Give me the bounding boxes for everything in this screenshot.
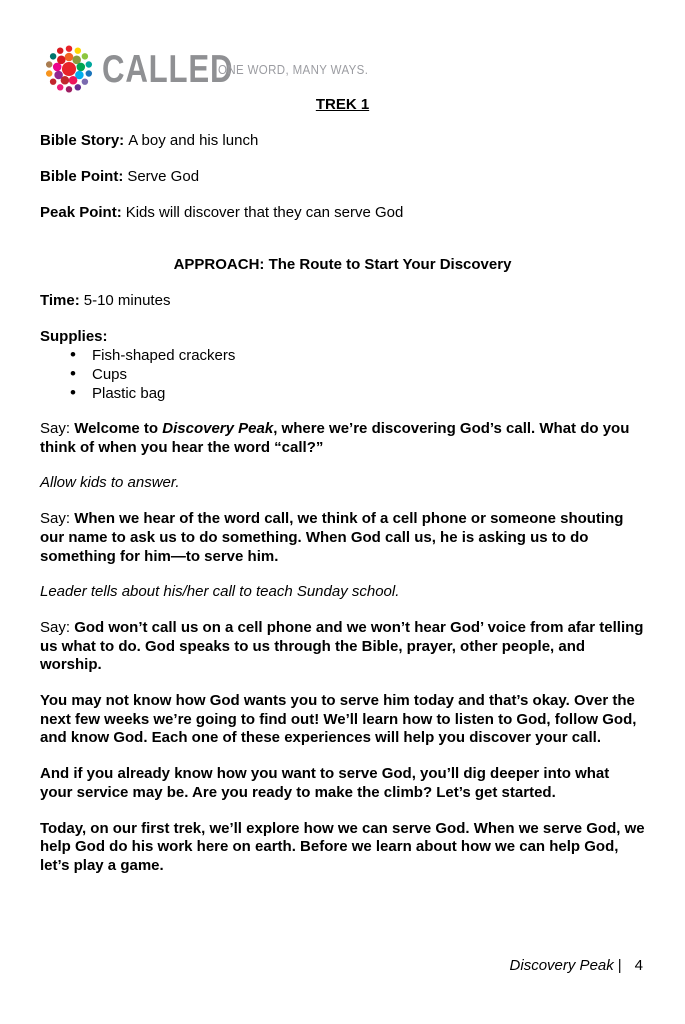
bible-story-value: A boy and his lunch (128, 132, 259, 149)
supply-item: • Fish-shaped crackers (70, 346, 645, 365)
leader-direction-paragraph (40, 474, 645, 493)
say-god-speaks-paragraph (40, 619, 645, 675)
leader-direction-paragraph (40, 583, 645, 602)
text-run: Leader tells about his/her call to teach Sunday school. (40, 583, 400, 601)
supplies-label: Supplies: (40, 327, 108, 345)
text-run: Say: (40, 420, 75, 437)
logo-tagline: ONE WORD, MANY WAYS. (218, 63, 369, 77)
text-run: When we hear of the word call, we think of a cell phone or someone shouting our name to ask us to do something. When God call us, he is asking us to do something for him—to serve him. (40, 510, 624, 565)
bible-point-line (40, 168, 645, 187)
bible-story-line (40, 132, 645, 151)
page-title: TREK 1 (315, 96, 370, 113)
supplies-list (40, 346, 645, 403)
dig-deeper-paragraph (40, 765, 645, 802)
text-run: You may not know how God wants you to serve him today and that’s okay. Over the next few weeks we’re going to find out! We’ll learn how to listen to God, follow God, and know God. Each one of these experiences will help you discover your call. (40, 692, 637, 747)
bible-point-label: Bible Point: (40, 168, 124, 185)
text-run: Say: (40, 510, 75, 528)
text-run: Discovery Peak (162, 420, 274, 437)
text-run: Say: (40, 618, 75, 636)
you-may-not-know-paragraph (40, 692, 645, 748)
text-run: Welcome to (74, 420, 163, 437)
say-cell-phone-paragraph (40, 510, 645, 566)
time-value: 5-10 minutes (83, 291, 171, 309)
text-run: Today, on our first trek, we’ll explore how we can serve God. When we serve God, we help God do his work here on earth. Before we learn about how we can help God, let’s play a game. (40, 819, 645, 874)
say-welcome-paragraph (40, 420, 645, 457)
bible-story-label: Bible Story: (40, 132, 125, 149)
page-footer (510, 957, 643, 975)
footer-separator: | (617, 957, 622, 974)
time-label: Time: (40, 291, 80, 309)
footer-page-number: 4 (634, 957, 643, 974)
time-line (40, 292, 645, 311)
text-run: Allow kids to answer. (40, 474, 180, 492)
supply-item: • Cups (70, 365, 645, 384)
text-run: And if you already know how you want to serve God, you’ll dig deeper into what your service may be. Are you ready to make the climb? Let’s get started. (40, 765, 610, 801)
footer-document-title: Discovery Peak (509, 957, 614, 974)
today-first-trek-paragraph (40, 820, 645, 876)
text-run: , where we’re discovering God’s call. What do you think of when you hear the word “call?” (40, 420, 630, 456)
bible-point-value: Serve God (127, 168, 200, 185)
section-heading: APPROACH: The Route to Start Your Discovery (173, 255, 512, 273)
text-run: God won’t call us on a cell phone and we won’t hear God’ voice from afar telling us what to do. God speaks to us through the Bible, prayer, other people, and worship. (40, 618, 644, 674)
lesson-paragraphs (40, 420, 645, 876)
peak-point-value: Kids will discover that they can serve God (125, 204, 404, 221)
logo-wordmark: CALLED (102, 47, 234, 91)
peak-point-line (40, 204, 645, 223)
peak-point-label: Peak Point: (40, 204, 122, 221)
supplies-line (40, 328, 645, 347)
supply-item: • Plastic bag (70, 384, 645, 403)
